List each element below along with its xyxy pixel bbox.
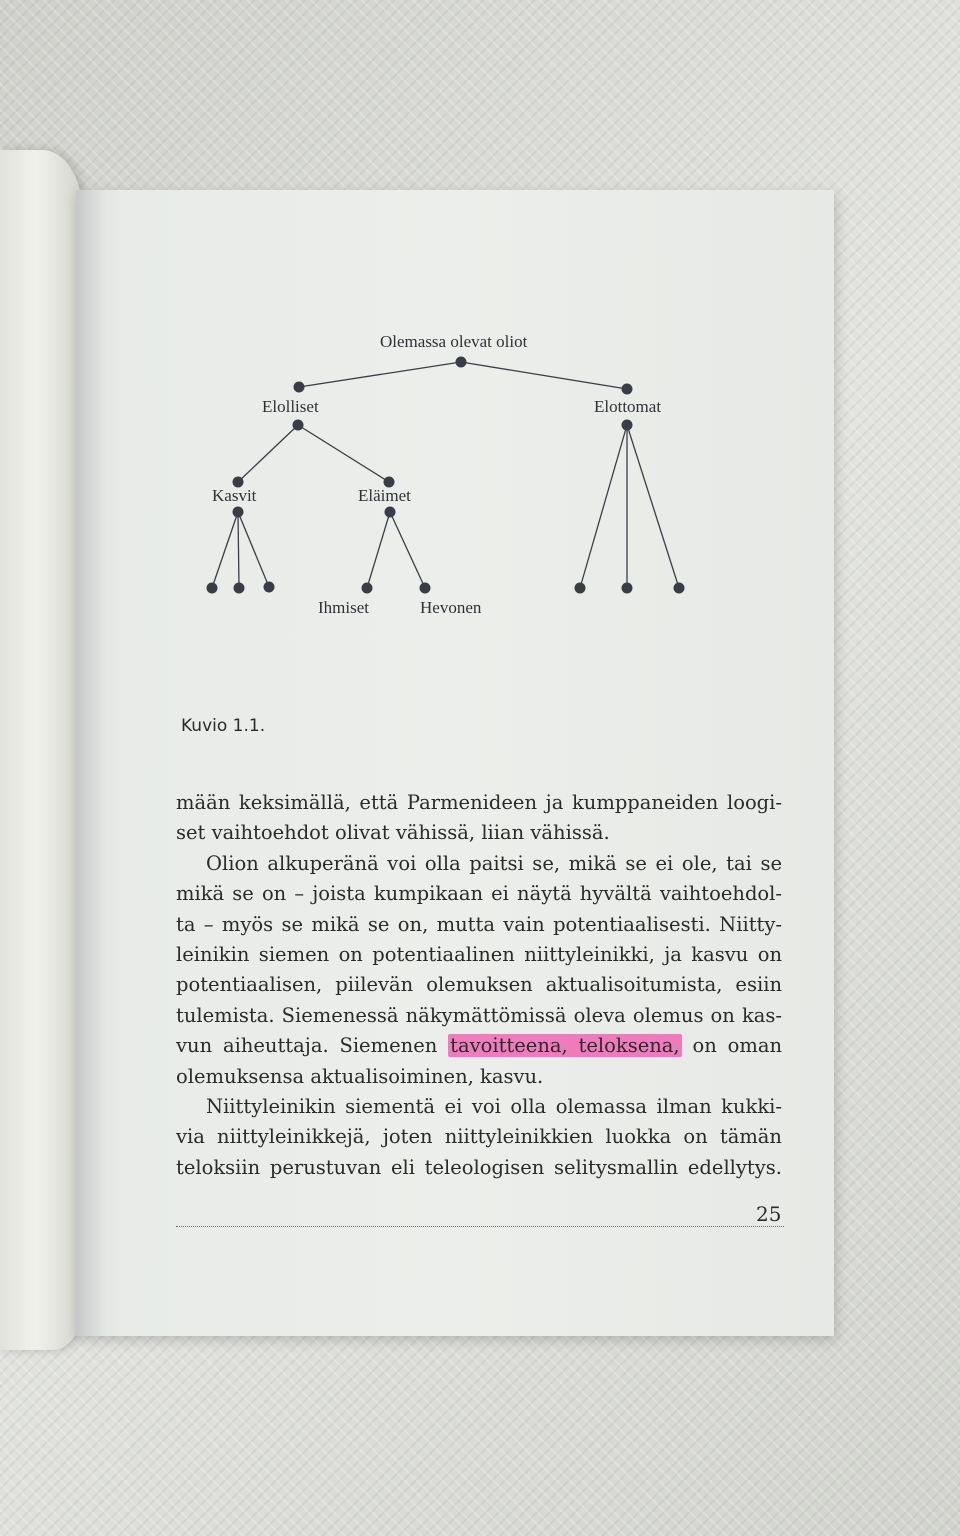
label-elaimet: Eläimet (358, 486, 411, 505)
text-line: tulemista. Siemenessä näkymättömissä oleva olemus on kas- (176, 1003, 782, 1027)
text-segment: vun aiheuttaja. Siemenen (176, 1034, 438, 1058)
label-kasvit: Kasvit (212, 486, 257, 505)
label-hevonen: Hevonen (420, 598, 482, 617)
text-line: teloksiin perustuvan eli teleologisen selitysmallin edellytys. (176, 1155, 782, 1179)
footer-rule (176, 1226, 784, 1227)
label-ihmiset: Ihmiset (318, 598, 369, 617)
text-segment: on oman (692, 1034, 783, 1058)
text-line-highlighted (176, 1031, 782, 1061)
label-elottomat: Elottomat (594, 397, 662, 416)
text-line: via niittyleinikkejä, joten niittyleinikkien luokka on tämän (176, 1125, 782, 1149)
text-line: set vaihtoehdot olivat vähissä, liian vähissä. (176, 821, 610, 845)
paragraph-3 (176, 1092, 782, 1183)
text-line: Olion alkuperänä voi olla paitsi se, mikä se ei ole, tai se (206, 851, 782, 875)
page-number: 25 (756, 1202, 782, 1226)
body-text (176, 788, 782, 1183)
highlighted-text: tavoitteena, teloksena, (450, 1034, 680, 1058)
text-line: potentiaalisen, piilevän olemuksen aktualisoitumista, esiin (176, 973, 782, 997)
text-line: ta – myös se mikä se on, mutta vain potentiaalisesti. Niitty- (176, 912, 782, 936)
paragraph-2 (176, 849, 782, 1092)
figure-caption: Kuvio 1.1. (181, 716, 266, 736)
text-line: mään keksimällä, että Parmenideen ja kumppaneiden loogi- (176, 791, 782, 814)
text-line: leinikin siemen on potentiaalinen niittyleinikki, ja kasvu on (176, 943, 782, 967)
text-line: olemuksensa aktualisoiminen, kasvu. (176, 1064, 544, 1088)
text-line: Niittyleinikin siementä ei voi olla olemassa ilman kukki- (206, 1095, 782, 1119)
label-elolliset: Elolliset (262, 397, 319, 416)
diagram-labels (0, 0, 960, 700)
text-line: mikä se on – joista kumpikaan ei näytä hyvältä vaihtoehdol- (176, 882, 782, 906)
label-olemassa-olevat-oliot: Olemassa olevat oliot (380, 332, 528, 351)
paragraph-1 (176, 788, 782, 849)
